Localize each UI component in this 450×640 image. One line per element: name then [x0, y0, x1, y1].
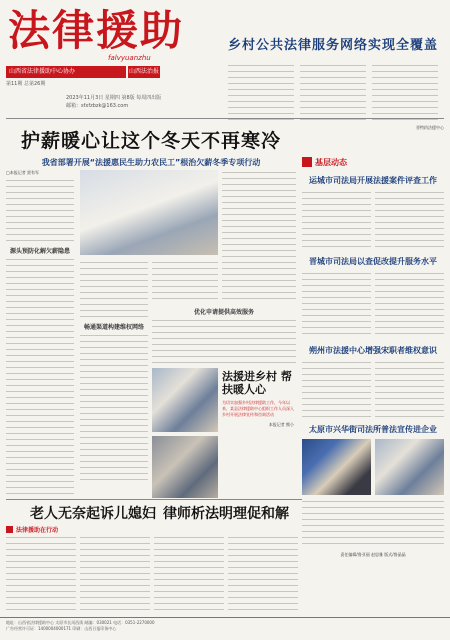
- sidebar-item-title: 运城市司法局开展法援案件评查工作: [309, 176, 437, 185]
- lead-text-block: [152, 318, 296, 366]
- bottom-headline-left: 老人无奈起诉儿媳妇: [30, 506, 156, 522]
- lead-text-block: [80, 333, 148, 483]
- bottom-headline-right: 律师析法明理促和解: [163, 506, 289, 522]
- lead-subhead-3: 优化申请提供高效服务: [193, 309, 254, 316]
- lead-article: [6, 126, 296, 168]
- sidebar-item-title: 太原市兴华街司法所普法宣传进企业: [309, 425, 437, 434]
- section-marker-icon: [6, 526, 13, 533]
- page-footer: [0, 617, 450, 640]
- photo-callout: [222, 370, 294, 428]
- divider: [6, 118, 444, 119]
- lead-title: 护薪暖心让这个冬天不再寒冷: [20, 130, 281, 152]
- village-photo: [152, 368, 218, 432]
- lead-text-block: [80, 260, 148, 320]
- footer-line-1: 地址：山西省法律援助中心 太原市长风西街 邮编：030021 电话：0351-2270000: [6, 620, 155, 625]
- top-story-credit: 晋特约法援中心: [416, 125, 444, 130]
- lead-byline: □本报记者 贾有军: [6, 170, 40, 175]
- lead-text-block: [152, 260, 218, 300]
- village-photo: [152, 436, 218, 498]
- sidebar-text-block: [375, 360, 444, 418]
- masthead-logo: 法律援助: [8, 6, 185, 55]
- lead-column-4: [222, 170, 296, 300]
- top-story-title: 乡村公共法律服务网络实现全覆盖: [228, 38, 439, 53]
- volunteer-photo: [375, 439, 444, 495]
- section-marker-icon: [302, 157, 312, 167]
- bottom-section-label: 法律援助在行动: [16, 527, 59, 534]
- sidebar-item-title: 朔州市法援中心增强宋职者维权意识: [309, 346, 437, 355]
- lead-column-3: [152, 260, 218, 300]
- lead-subhead-2: 畅通渠道构建维权网络: [83, 324, 144, 331]
- volunteer-photo: [302, 439, 371, 495]
- bottom-text-block: [154, 535, 224, 615]
- sidebar-text-block: [375, 190, 444, 250]
- sidebar-news: [302, 155, 444, 595]
- lead-subhead-1: 源头预防化解欠薪隐患: [9, 248, 70, 255]
- sidebar-text-block: [302, 190, 371, 250]
- top-story-body-2: [300, 63, 366, 123]
- sidebar-header: [302, 155, 444, 169]
- sidebar-section-label: 基层动态: [315, 157, 347, 167]
- bottom-section-tag: [6, 525, 58, 534]
- sidebar-text-block: [375, 271, 444, 339]
- footer-line-2: 广告经营许可证：1400004000171 印刷：山西日报印务中心: [6, 626, 117, 631]
- lead-text-block: [6, 178, 74, 244]
- sidebar-text-block: [302, 360, 371, 418]
- lead-deck: 我省部署开展“法援惠民生助力农民工”根治欠薪冬季专项行动: [41, 158, 261, 167]
- top-story-body-1: [228, 63, 294, 123]
- callout-credit: 本报记者 熊小: [268, 422, 294, 427]
- sidebar-footnote: 责任编辑/鲁亚丽 赵思雅 版式/鲁晶晶: [340, 552, 406, 557]
- divider: [6, 499, 302, 500]
- masthead-issue: 第11期 总第26期: [6, 81, 46, 87]
- bottom-text-block: [6, 535, 76, 615]
- callout-body: 为切实加强乡村法律援助工作，今年以来，某县法律援助中心组织工作人员深入乡村开展法律宣传和咨询活动: [222, 400, 294, 417]
- top-story-body-3: [372, 63, 438, 123]
- lead-text-block: [222, 170, 296, 300]
- sidebar-text-block: [302, 271, 371, 339]
- masthead-pinyin: falvyuanzhu: [108, 54, 151, 62]
- masthead-partner: 山西法治报: [128, 66, 160, 78]
- lead-column-5: [152, 305, 296, 366]
- lead-text-block: [6, 257, 74, 497]
- lead-photo: [80, 170, 218, 255]
- bottom-text-block: [228, 535, 298, 615]
- callout-title: 法援进乡村 帮扶暖人心: [222, 370, 292, 396]
- bottom-text-block: [80, 535, 150, 615]
- top-story: [228, 34, 444, 134]
- lead-column-2: [80, 260, 148, 483]
- sidebar-text-block: [302, 499, 444, 549]
- sidebar-item-title: 晋城市司法局以查促改提升服务水平: [309, 257, 437, 266]
- masthead-email: 邮箱：sfxfzbzk@163.com: [66, 103, 129, 109]
- lead-column-1: [6, 170, 74, 497]
- masthead-sponsor-bar: 山西省法律援助中心协办: [6, 66, 126, 78]
- masthead-date: 2023年11月3日 星期四 第8版 每周四出版: [66, 95, 162, 101]
